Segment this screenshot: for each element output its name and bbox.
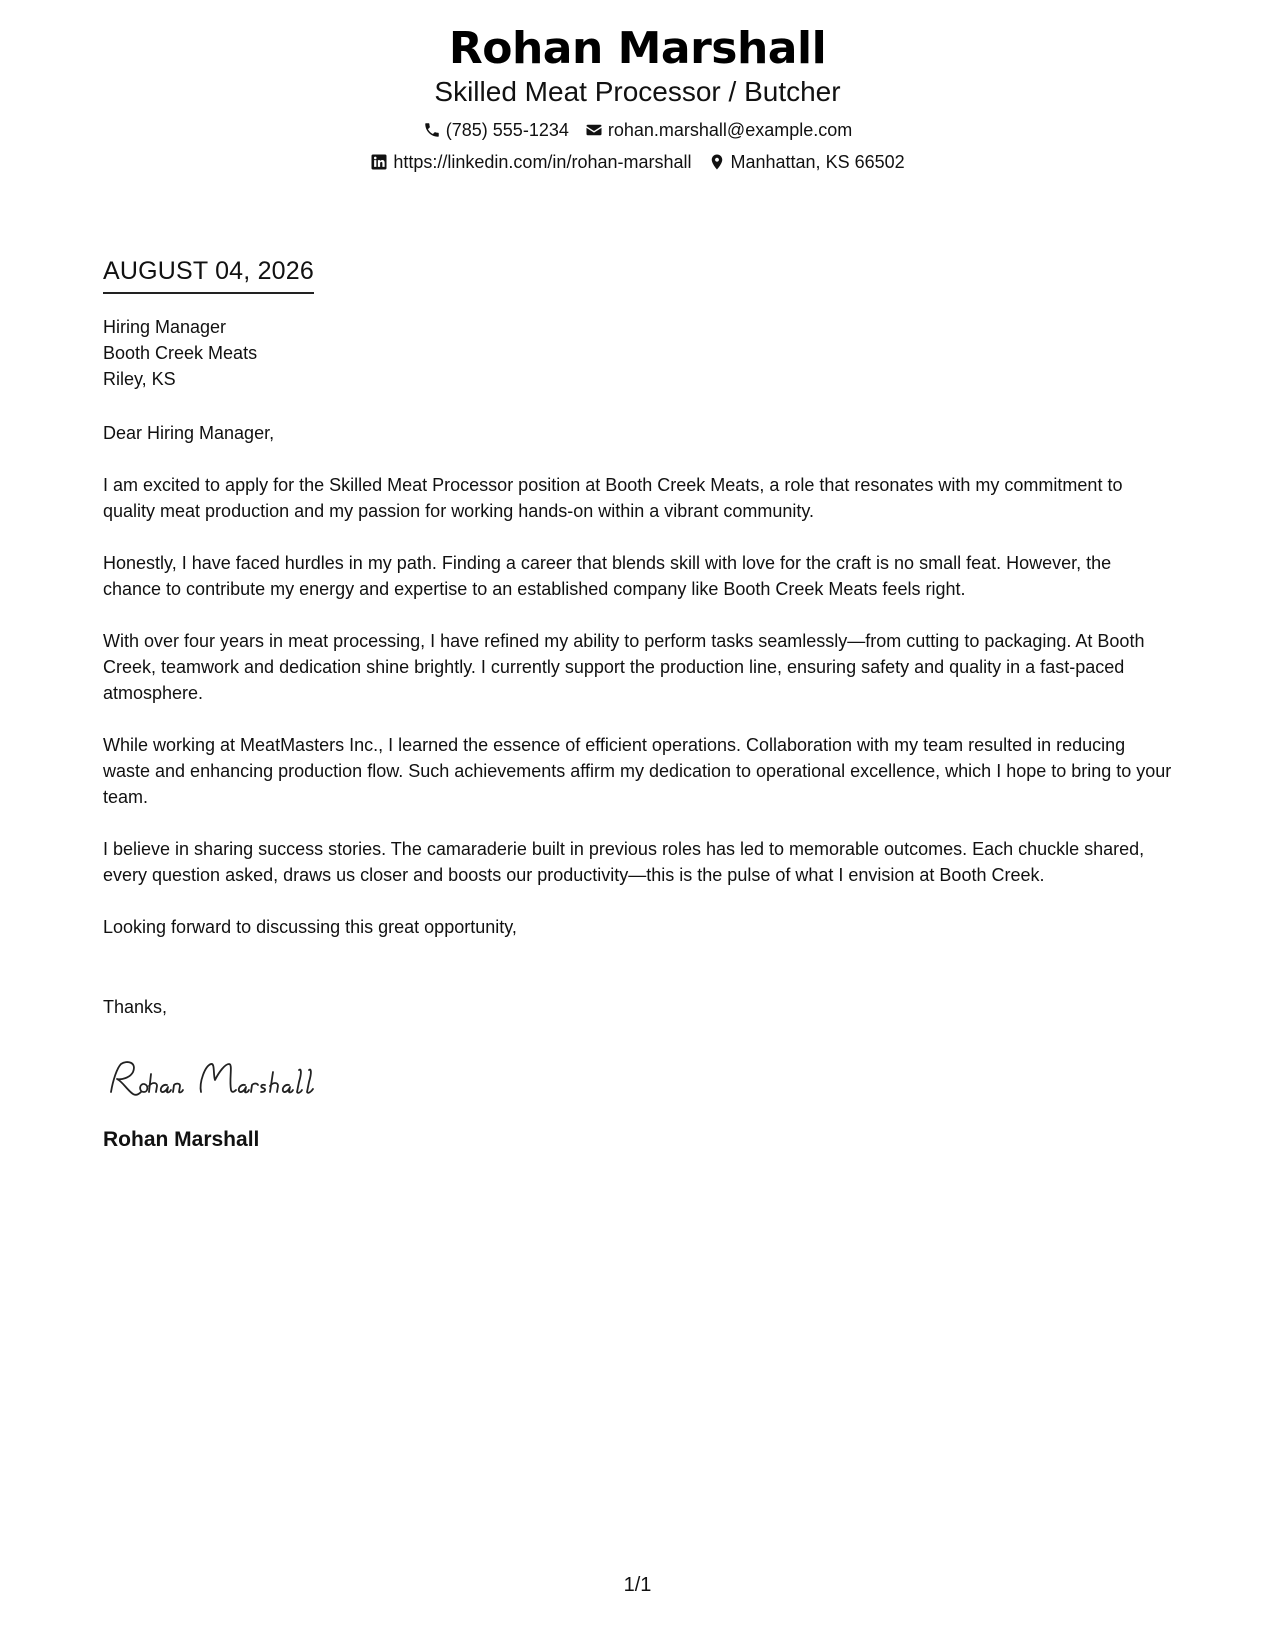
closing-line: Looking forward to discussing this great opportunity, bbox=[103, 917, 517, 937]
contact-location bbox=[708, 150, 905, 174]
email-text[interactable]: rohan.marshall@example.com bbox=[607, 120, 853, 140]
sign-off: Thanks, bbox=[103, 997, 168, 1017]
handwritten-signature bbox=[103, 1052, 1173, 1104]
recipient-line: Riley, KS bbox=[103, 369, 176, 389]
body-paragraph: With over four years in meat processing, I have refined my ability to perform tasks seamlessly—from cutting to packaging. At Booth Creek, teamwork and dedication shine brightly. I currently support the production line, ensuring safety and quality in a fast-paced atmosphere. bbox=[103, 631, 1145, 703]
salutation: Dear Hiring Manager, bbox=[103, 423, 275, 443]
recipient-line: Booth Creek Meats bbox=[103, 343, 258, 363]
contact-row-1 bbox=[0, 118, 1275, 142]
envelope-icon bbox=[585, 121, 603, 139]
body-paragraph: I believe in sharing success stories. The camaraderie built in previous roles has led to memorable outcomes. Each chuckle shared, every question asked, draws us closer and boosts our productivity—this is the pulse of what I envision at Booth Creek. bbox=[103, 839, 1145, 885]
contact-phone bbox=[423, 118, 569, 142]
applicant-name: Rohan Marshall bbox=[448, 23, 827, 74]
body-paragraph: Honestly, I have faced hurdles in my path. Finding a career that blends skill with love for the craft is no small feat. However, the chance to contribute my energy and expertise to an established company like Booth Creek Meats feels right. bbox=[103, 553, 1112, 599]
signed-name: Rohan Marshall bbox=[103, 1128, 260, 1151]
map-pin-icon bbox=[708, 153, 726, 171]
applicant-title: Skilled Meat Processor / Butcher bbox=[434, 76, 841, 107]
letter-date: AUGUST 04, 2026 bbox=[103, 254, 314, 294]
linkedin-text[interactable]: https://linkedin.com/in/rohan-marshall bbox=[393, 152, 692, 172]
recipient-line: Hiring Manager bbox=[103, 317, 227, 337]
letter-body bbox=[103, 254, 1173, 1154]
contact-linkedin bbox=[370, 150, 691, 174]
letter-header bbox=[0, 22, 1275, 174]
location-text: Manhattan, KS 66502 bbox=[730, 152, 905, 172]
phone-icon bbox=[423, 121, 441, 139]
phone-text[interactable]: (785) 555-1234 bbox=[445, 120, 569, 140]
linkedin-icon bbox=[370, 153, 388, 171]
recipient-block bbox=[103, 314, 1173, 392]
contact-email bbox=[585, 118, 852, 142]
body-paragraph: While working at MeatMasters Inc., I learned the essence of efficient operations. Collaboration with my team resulted in reducing waste and enhancing production flow. Such achievements affirm my dedication to operational excellence, which I hope to bring to your team. bbox=[103, 735, 1172, 807]
body-paragraph: I am excited to apply for the Skilled Meat Processor position at Booth Creek Meats, a role that resonates with my commitment to quality meat production and my passion for working hands-on within a vibrant community. bbox=[103, 475, 1123, 521]
contact-row-2 bbox=[0, 150, 1275, 174]
page-number: 1/1 bbox=[623, 1574, 652, 1596]
